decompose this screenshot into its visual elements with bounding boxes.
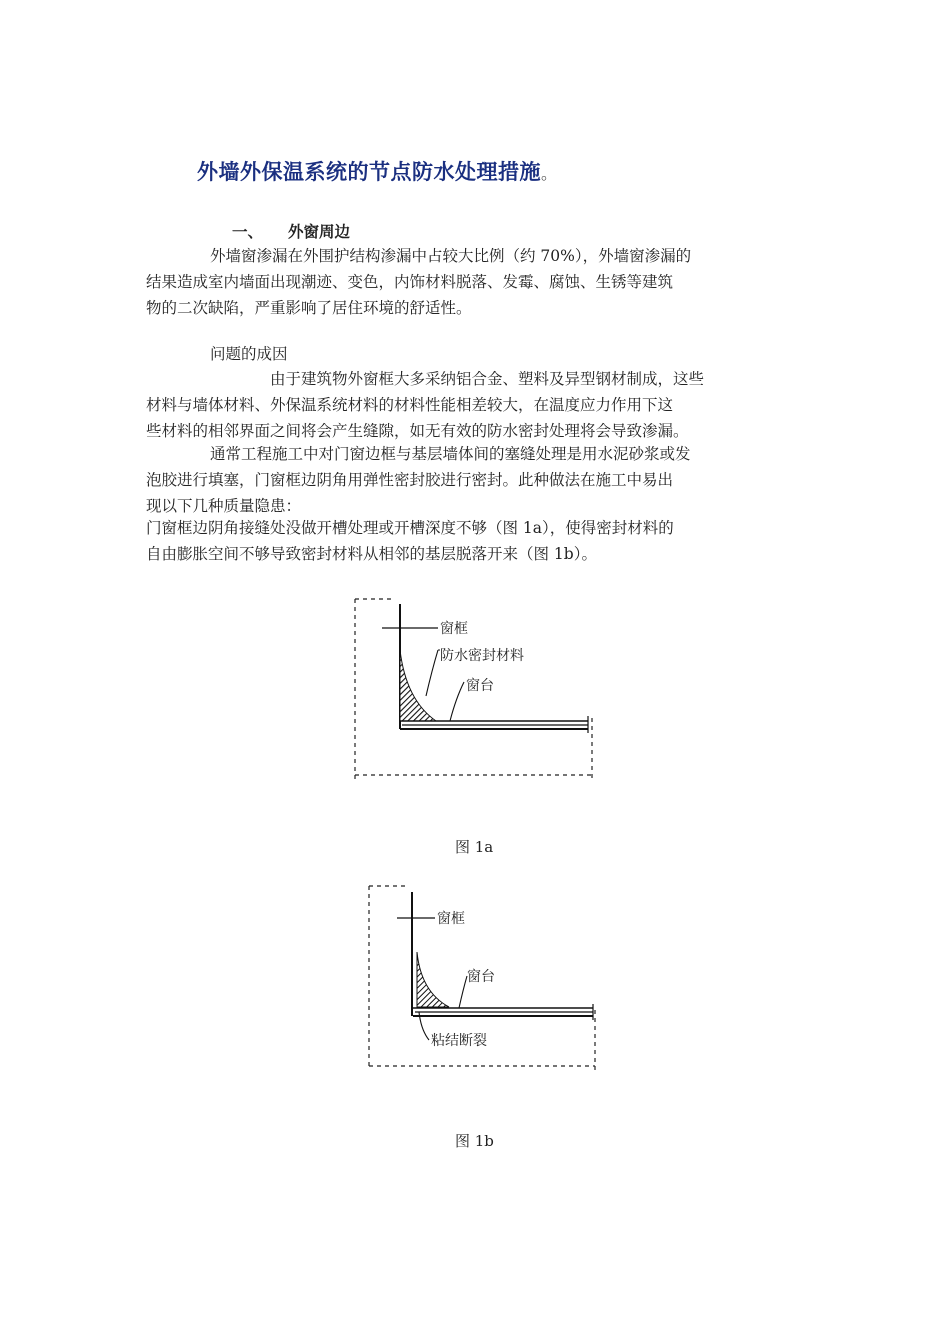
paragraph-line: 由于建筑物外窗框大多采纳铝合金、塑料及异型钢材制成，这些 [270,370,705,388]
section-heading [232,220,350,242]
paragraph-line: 现以下几种质量隐患： [146,497,302,515]
paragraph-3 [146,441,806,519]
sealant-hatch [400,650,436,721]
figure-1a [340,590,610,790]
title-suffix: 。 [541,164,558,183]
paragraph-line: 通常工程施工中对门窗边框与基层墙体间的塞缝处理是用水泥砂浆或发 [210,445,691,463]
figure-1b-caption: 图 1b [455,1132,494,1150]
paragraph-line: 自由膨胀空间不够导致密封材料从相邻的基层脱落开来（图 1b）。 [146,545,597,563]
paragraph-line: 材料与墙体材料、外保温系统材料的材料性能相差较大，在温度应力作用下这 [146,396,674,414]
paragraph-2 [146,366,806,444]
paragraph-line: 泡胶进行填塞，门窗框边阴角用弹性密封胶进行密封。此种做法在施工中易出 [146,471,674,489]
figure-1a-caption: 图 1a [455,838,494,856]
label-bond-crack: 粘结断裂 [431,1033,487,1049]
title-text: 外墙外保温系统的节点防水处理措施 [197,160,541,184]
paragraph-line: 物的二次缺陷，严重影响了居住环境的舒适性。 [146,299,472,317]
paragraph-1 [146,243,806,321]
paragraph-line: 门窗框边阴角接缝处没做开槽处理或开槽深度不够（图 1a），使得密封材料的 [146,519,674,537]
page-title [197,156,558,186]
label-window-sill: 窗台 [466,678,494,694]
label-sealant: 防水密封材料 [440,648,524,664]
label-window-frame: 窗框 [440,621,468,637]
sealant-hatch [417,952,449,1007]
cause-heading: 问题的成因 [210,345,288,363]
figure-1b [355,880,615,1080]
section-number: 一、 [232,223,264,241]
paragraph-line: 些材料的相邻界面之间将会产生缝隙，如无有效的防水密封处理将会导致渗漏。 [146,422,689,440]
paragraph-line: 外墙窗渗漏在外围护结构渗漏中占较大比例（约 70%），外墙窗渗漏的 [210,247,692,265]
paragraph-4 [146,515,806,567]
paragraph-line: 结果造成室内墙面出现潮迹、变色，内饰材料脱落、发霉、腐蚀、生锈等建筑 [146,273,674,291]
cause-heading-block [146,341,806,367]
label-window-sill: 窗台 [467,969,495,985]
section-title: 外窗周边 [288,223,351,241]
label-window-frame: 窗框 [437,911,465,927]
